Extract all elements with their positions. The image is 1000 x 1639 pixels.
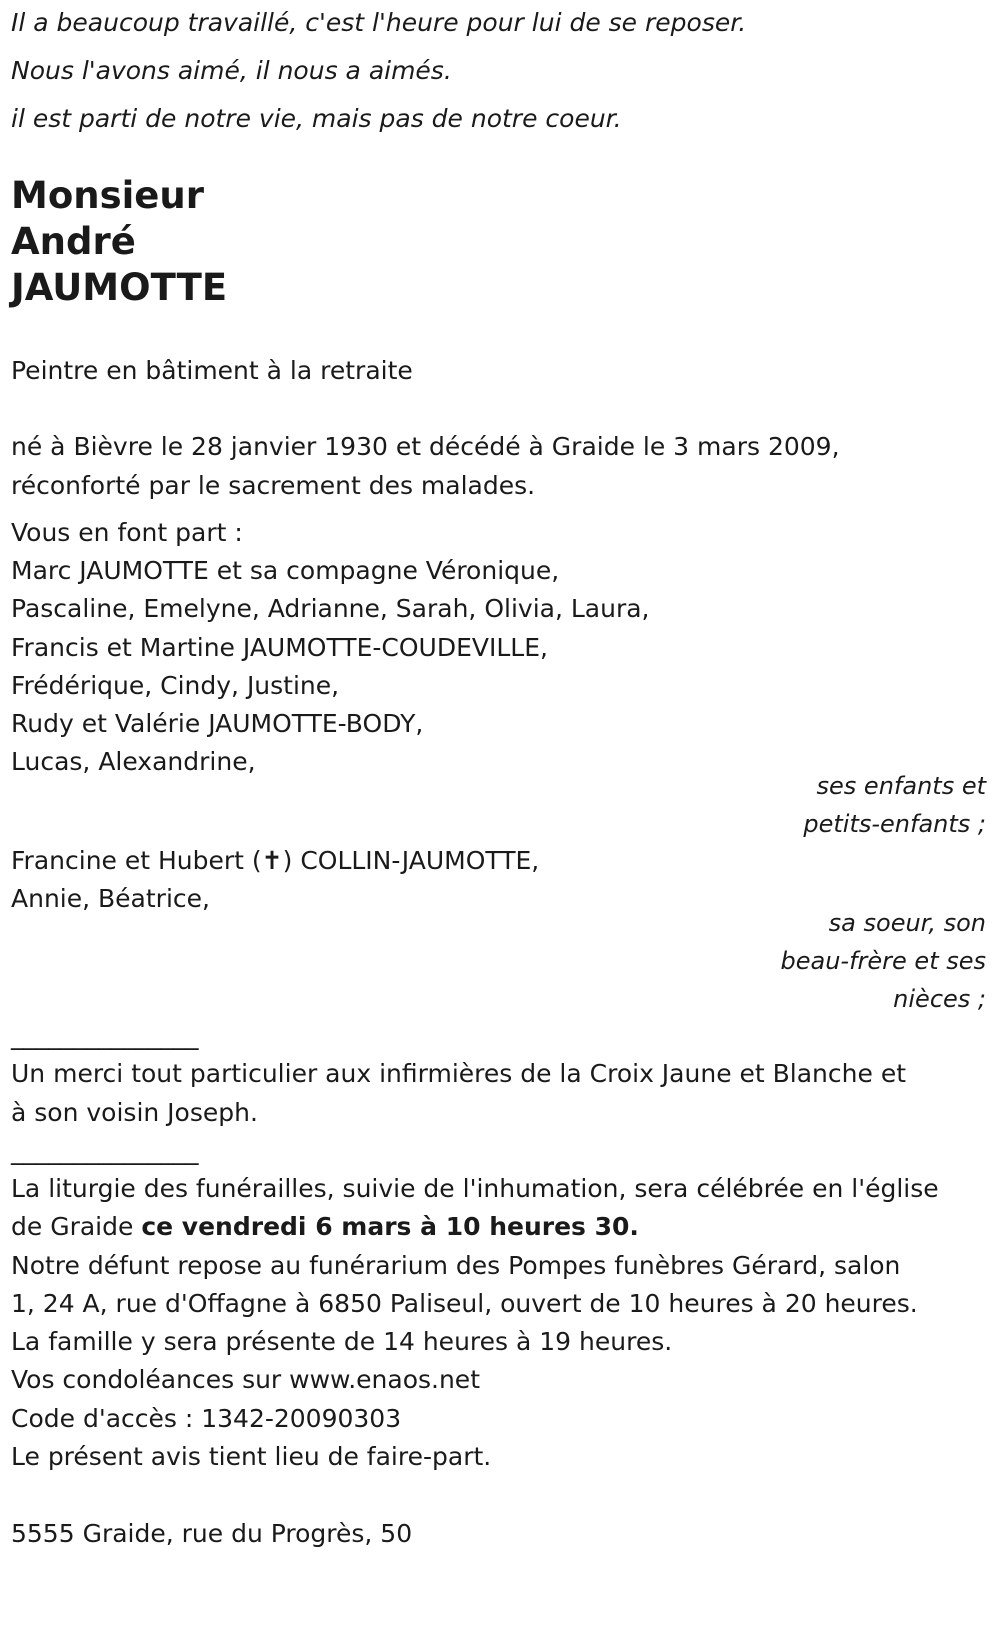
quote-line-1: Il a beaucoup travaillé, c'est l'heure pour lui de se reposer. [11,8,747,37]
separator-1: _______________ [11,1021,199,1050]
quote-line-2: Nous l'avons aimé, il nous a aimés. [11,56,452,85]
deceased-title: Monsieur [11,174,204,217]
life-line-2: réconforté par le sacrement des malades. [11,471,536,500]
sister-line-2: Annie, Béatrice, [11,884,210,913]
children-line-4: Frédérique, Cindy, Justine, [11,671,340,700]
life-line-1: né à Bièvre le 28 janvier 1930 et décédé à Graide le 3 mars 2009, [11,432,840,461]
children-line-3: Francis et Martine JAUMOTTE-COUDEVILLE, [11,633,548,662]
sister-role-line-1: sa soeur, son [828,909,986,937]
thanks-line-1: Un merci tout particulier aux infirmières de la Croix Jaune et Blanche et [11,1059,907,1088]
funeral-line-3: Notre défunt repose au funérarium des Pompes funèbres Gérard, salon [11,1251,901,1280]
deceased-first-name: André [11,220,136,263]
funeral-date-time: ce vendredi 6 mars à 10 heures 30. [141,1212,639,1241]
children-line-6: Lucas, Alexandrine, [11,747,256,776]
children-line-1: Marc JAUMOTTE et sa compagne Véronique, [11,556,560,585]
thanks-line-2: à son voisin Joseph. [11,1098,258,1127]
deceased-profession: Peintre en bâtiment à la retraite [11,356,413,385]
children-line-2: Pascaline, Emelyne, Adrianne, Sarah, Olivia, Laura, [11,594,650,623]
children-role-line-2: petits-enfants ; [803,810,986,838]
funeral-line-2 [11,1212,639,1242]
funeral-line-7: Code d'accès : 1342-20090303 [11,1404,402,1433]
funeral-line-5: La famille y sera présente de 14 heures à 19 heures. [11,1327,673,1356]
funeral-line-8: Le présent avis tient lieu de faire-part. [11,1442,492,1471]
announcers-intro: Vous en font part : [11,518,243,547]
sister-role-line-3: nièces ; [893,985,986,1013]
children-role-line-1: ses enfants et [816,772,986,800]
separator-2: _______________ [11,1136,199,1165]
sister-line-1: Francine et Hubert (✝) COLLIN-JAUMOTTE, [11,846,540,875]
quote-line-3: il est parti de notre vie, mais pas de notre coeur. [11,104,622,133]
children-line-5: Rudy et Valérie JAUMOTTE-BODY, [11,709,424,738]
funeral-line-4: 1, 24 A, rue d'Offagne à 6850 Paliseul, ouvert de 10 heures à 20 heures. [11,1289,918,1318]
deceased-last-name: JAUMOTTE [11,266,228,309]
sister-role-line-2: beau-frère et ses [780,947,986,975]
funeral-line-6: Vos condoléances sur www.enaos.net [11,1365,480,1394]
funeral-line-2-start: de Graide [11,1212,142,1241]
address: 5555 Graide, rue du Progrès, 50 [11,1519,413,1548]
funeral-line-1: La liturgie des funérailles, suivie de l'inhumation, sera célébrée en l'église [11,1174,939,1203]
